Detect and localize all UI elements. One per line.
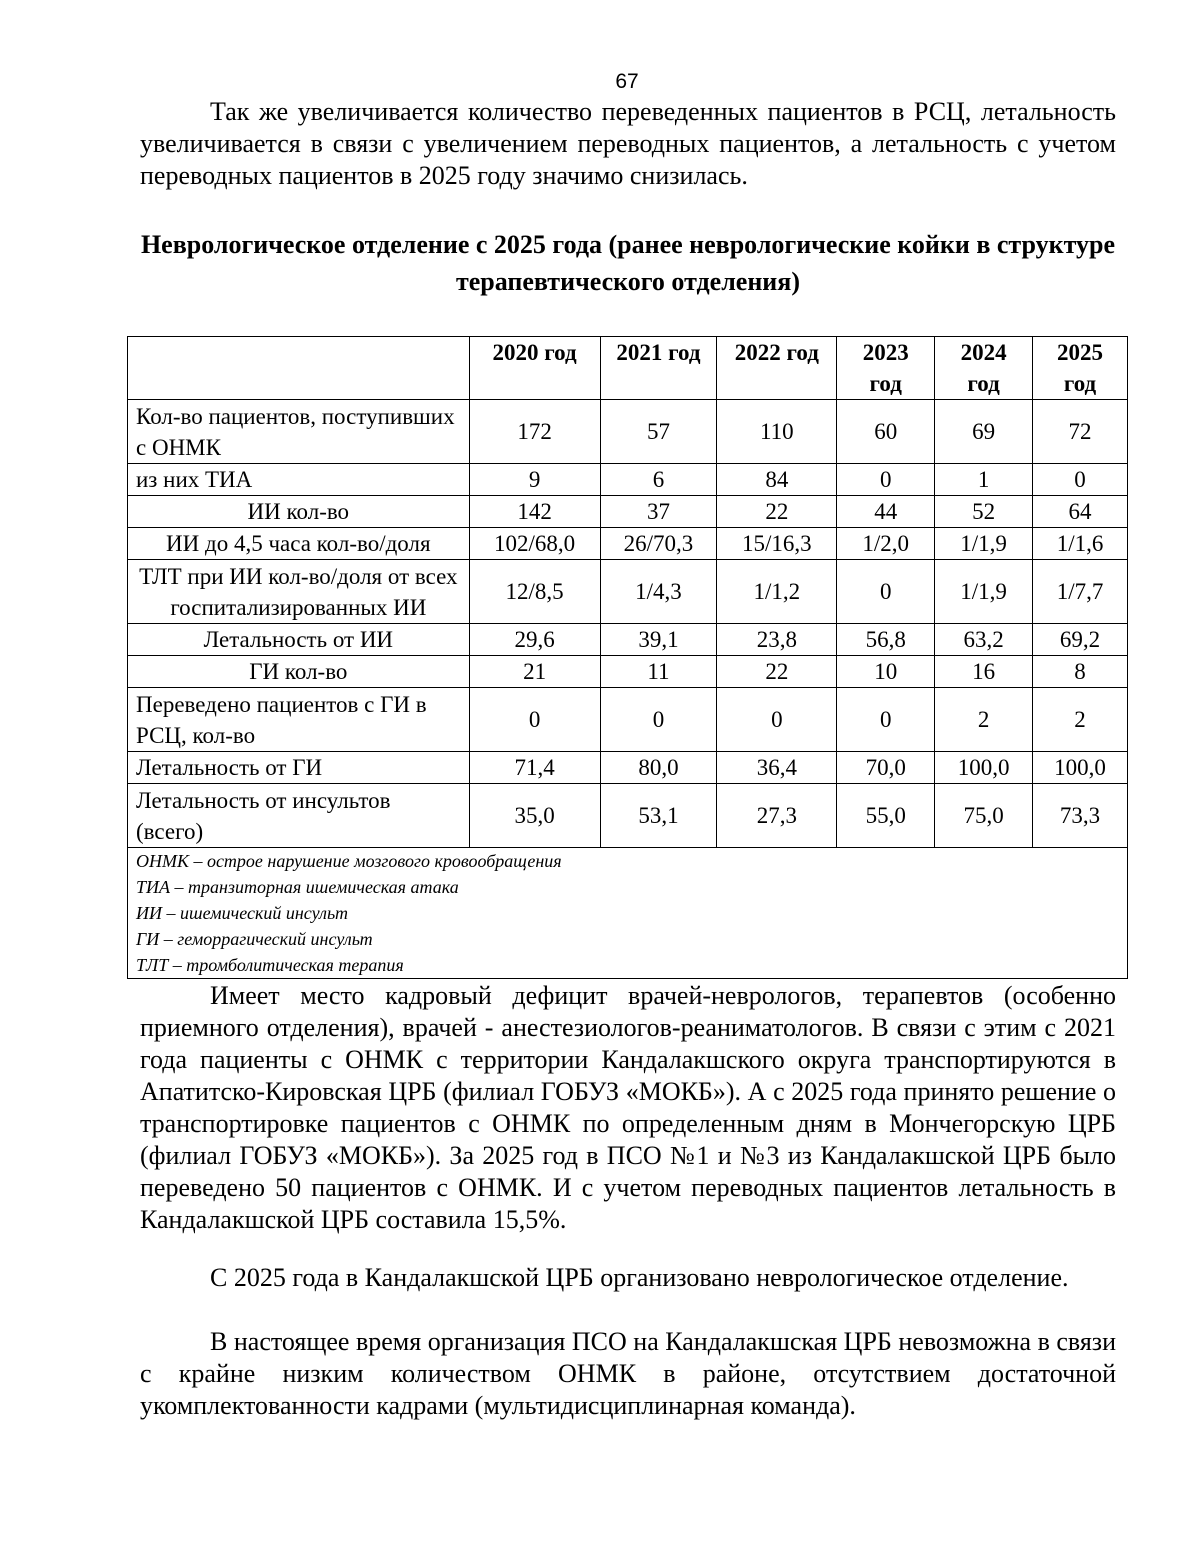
table-cell: 10 [837,656,935,688]
table-cell: 100,0 [935,752,1033,784]
table-cell: 35,0 [469,784,600,848]
row-label: Кол-во пациентов, поступивших с ОНМК [128,400,470,464]
table-row [128,560,1128,624]
table-cell: 0 [837,464,935,496]
table-cell: 15/16,3 [717,528,837,560]
table-cell: 1/7,7 [1033,560,1128,624]
table-header-cell: 2023 год [837,337,935,400]
table-row [128,528,1128,560]
row-label: Летальность от инсультов (всего) [128,784,470,848]
row-label: Летальность от ИИ [128,624,470,656]
table-cell: 172 [469,400,600,464]
table-cell: 53,1 [600,784,717,848]
table-cell: 1/1,6 [1033,528,1128,560]
table-cell: 9 [469,464,600,496]
table-cell: 63,2 [935,624,1033,656]
table-header-cell: 2022 год [717,337,837,400]
row-label: Переведено пациентов с ГИ в РСЦ, кол-во [128,688,470,752]
table-cell: 23,8 [717,624,837,656]
table-cell: 1/2,0 [837,528,935,560]
page-number: 67 [615,70,639,93]
table-cell: 100,0 [1033,752,1128,784]
table-cell: 37 [600,496,717,528]
table-cell: 27,3 [717,784,837,848]
table-cell: 71,4 [469,752,600,784]
row-label: ИИ кол-во [128,496,470,528]
table-cell: 21 [469,656,600,688]
table-cell: 0 [837,560,935,624]
staffing-paragraph: Имеет место кадровый дефицит врачей-неврологов, терапевтов (особенно приемного отделения), врачей - анестезиологов-реаниматологов. В связи с этим с 2021 года пациенты с ОНМК с территории Кандалакшского округа транспортируются в Апатитско-Кировская ЦРБ (филиал ГОБУЗ «МОКБ»). А с 2025 года принято решение о транспортировке пациентов с ОНМК по определенным дням в Мончегорскую ЦРБ (филиал ГОБУЗ «МОКБ»). За 2025 год в ПСО №1 и №3 из Кандалакшской ЦРБ было переведено 50 пациентов с ОНМК. И с учетом переводных пациентов летальность в Кандалакшской ЦРБ составила 15,5%. [140,981,1116,1234]
table-cell: 0 [600,688,717,752]
table-cell: 16 [935,656,1033,688]
table-cell: 22 [717,496,837,528]
table-row [128,688,1128,752]
table-notes-row [128,848,1128,979]
table-row [128,400,1128,464]
row-label: ТЛТ при ИИ кол-во/доля от всех госпитализированных ИИ [128,560,470,624]
table-cell: 6 [600,464,717,496]
table-cell: 44 [837,496,935,528]
abbreviation-note: ГИ – геморрагический инсульт [136,929,373,949]
table-cell: 69,2 [1033,624,1128,656]
table-cell: 70,0 [837,752,935,784]
table-header-cell: 2021 год [600,337,717,400]
table-cell: 1/1,9 [935,528,1033,560]
row-label: из них ТИА [128,464,470,496]
abbreviation-note: ОНМК – острое нарушение мозгового кровообращения [136,851,562,871]
table-row [128,752,1128,784]
table-header-cell: 2024 год [935,337,1033,400]
table-cell: 0 [837,688,935,752]
table-cell: 56,8 [837,624,935,656]
table-header-cell: 2020 год [469,337,600,400]
table-cell: 11 [600,656,717,688]
table-cell: 60 [837,400,935,464]
table-row [128,624,1128,656]
table-cell: 69 [935,400,1033,464]
abbreviation-note: ТЛТ – тромболитическая терапия [136,955,404,975]
row-label: ГИ кол-во [128,656,470,688]
table-row [128,496,1128,528]
table-cell: 1 [935,464,1033,496]
abbreviations-legend [128,848,1128,979]
table-row [128,784,1128,848]
table-cell: 36,4 [717,752,837,784]
row-label: ИИ до 4,5 часа кол-во/доля [128,528,470,560]
table-cell: 72 [1033,400,1128,464]
department-paragraph: С 2025 года в Кандалакшской ЦРБ организовано неврологическое отделение. [210,1263,1069,1292]
table-cell: 0 [717,688,837,752]
table-cell: 26/70,3 [600,528,717,560]
table-cell: 1/4,3 [600,560,717,624]
table-cell: 110 [717,400,837,464]
table-cell: 73,3 [1033,784,1128,848]
intro-paragraph: Так же увеличивается количество переведенных пациентов в РСЦ, летальность увеличивается в связи с увеличением переводных пациентов, а летальность с учетом переводных пациентов в 2025 году значимо снизилась. [140,97,1116,190]
table-cell: 57 [600,400,717,464]
table-cell: 2 [935,688,1033,752]
row-label: Летальность от ГИ [128,752,470,784]
table-heading: Неврологическое отделение с 2025 года (ранее неврологические койки в структуре терапевтического отделения) [140,230,1116,296]
table-cell: 64 [1033,496,1128,528]
neurology-table [127,336,1128,979]
table-header-cell: 2025 год [1033,337,1128,400]
table-cell: 39,1 [600,624,717,656]
table-cell: 0 [1033,464,1128,496]
table-cell: 75,0 [935,784,1033,848]
table-cell: 2 [1033,688,1128,752]
table-cell: 52 [935,496,1033,528]
table-cell: 29,6 [469,624,600,656]
table-cell: 80,0 [600,752,717,784]
conclusion-paragraph: В настоящее время организация ПСО на Кандалакшская ЦРБ невозможна в связи с крайне низким количеством ОНМК в районе, отсутствием достаточной укомплектованности кадрами (мультидисциплинарная команда). [140,1327,1116,1420]
table-cell: 8 [1033,656,1128,688]
table-cell: 102/68,0 [469,528,600,560]
table-cell: 0 [469,688,600,752]
table-cell: 12/8,5 [469,560,600,624]
table-row [128,464,1128,496]
table-cell: 142 [469,496,600,528]
abbreviation-note: ИИ – ишемический инсульт [136,903,348,923]
table-cell: 84 [717,464,837,496]
table-header-row [128,337,1128,400]
abbreviation-note: ТИА – транзиторная ишемическая атака [136,877,459,897]
table-cell: 55,0 [837,784,935,848]
table-cell: 22 [717,656,837,688]
table-row [128,656,1128,688]
table-header-cell [128,337,470,400]
table-cell: 1/1,9 [935,560,1033,624]
table-cell: 1/1,2 [717,560,837,624]
